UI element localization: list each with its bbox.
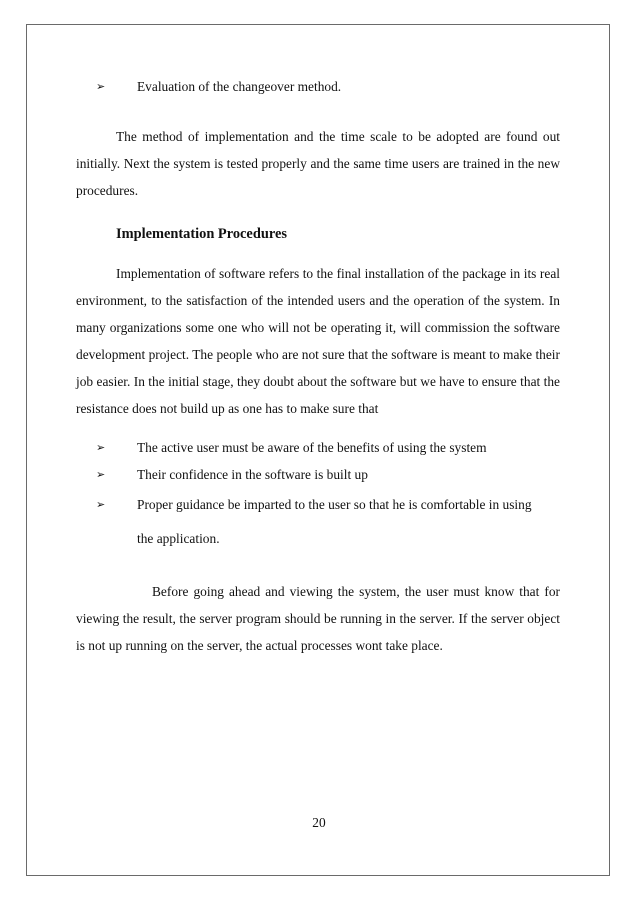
page-number: 20	[312, 815, 326, 830]
bullet-list	[76, 434, 560, 556]
section-heading: Implementation Procedures	[116, 226, 287, 242]
arrow-bullet-icon: ➢	[96, 468, 106, 481]
arrow-bullet-icon: ➢	[96, 498, 106, 511]
paragraph-closing: Before going ahead and viewing the system, the user must know that for viewing the result, the server program should be running in the server. If the server object is not up running on the server, the actual processes wont take place.	[76, 584, 560, 653]
bullet-text: Proper guidance be imparted to the user so that he is comfortable in using the application.	[137, 497, 532, 546]
bullet-item	[96, 488, 560, 556]
bullet-item	[96, 461, 560, 488]
bullet-text: Their confidence in the software is built up	[137, 467, 368, 482]
bullet-item	[96, 73, 560, 101]
arrow-bullet-icon: ➢	[96, 80, 106, 93]
bullet-text: The active user must be aware of the benefits of using the system	[137, 440, 487, 455]
bullet-item	[96, 434, 560, 461]
page-content	[76, 73, 560, 659]
paragraph-implementation: Implementation of software refers to the final installation of the package in its real environment, to the satisfaction of the intended users and the operation of the system. In many organizations some one who will not be operating it, will commission the software development project. The people who are not sure that the software is meant to make their job easier. In the initial stage, they doubt about the software but we have to ensure that the resistance does not build up as one has to make sure that	[76, 266, 560, 416]
arrow-bullet-icon: ➢	[96, 441, 106, 454]
paragraph-intro: The method of implementation and the time scale to be adopted are found out initially. Next the system is tested properly and the same time users are trained in the new procedures.	[76, 129, 560, 198]
bullet-text: Evaluation of the changeover method.	[137, 79, 342, 94]
